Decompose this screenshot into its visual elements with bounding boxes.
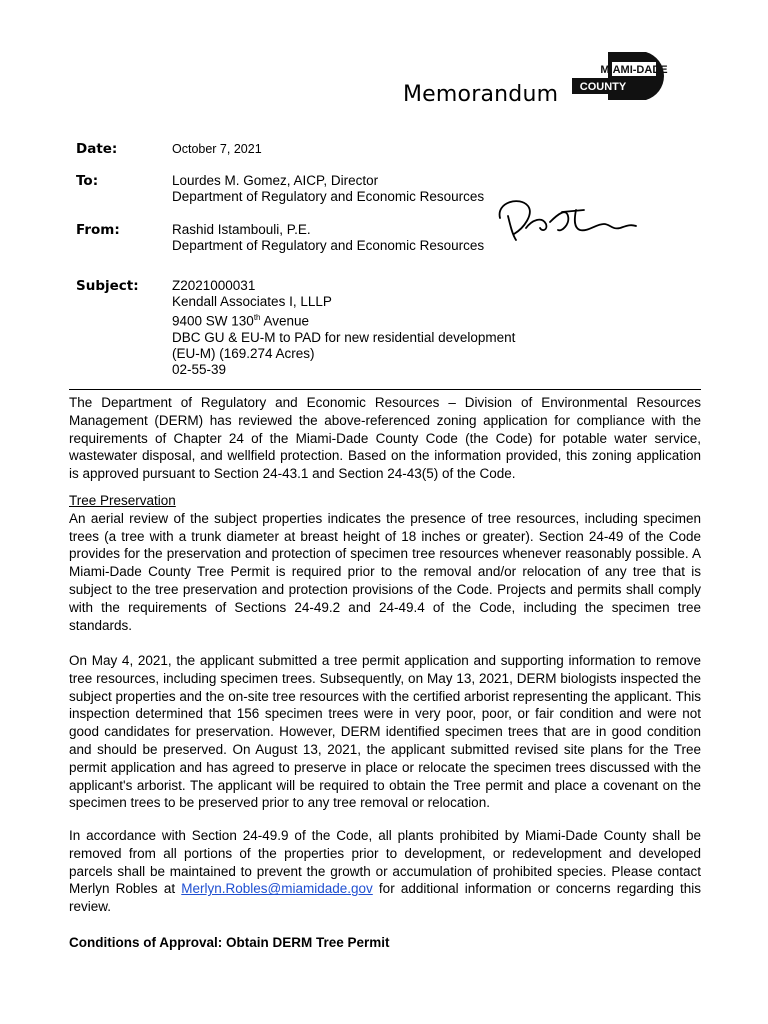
subject-label: Subject: [76,278,139,294]
conditions-of-approval: Conditions of Approval: Obtain DERM Tree Permit [69,935,390,950]
from-label: From: [76,222,120,238]
intro-text: The Department of Regulatory and Economic Resources – Division of Environmental Resources Management (DERM) has reviewed the above-referenced zoning application for compliance with the requirements of Chapter 24 of the Miami-Dade County Code (the Code) for potable water service, wastewater disposal, and wellfield protection. Based on the information provided, this zoning application is approved pursuant to Section 24-43.1 and Section 24-43(5) of the Code. [69,395,701,482]
to-label: To: [76,173,99,189]
tree-permit-paragraph [69,652,701,812]
from-line-name: Rashid Istambouli, P.E. [172,222,311,237]
prohibited-species-text [69,827,701,916]
subject-address-suffix: th [253,313,261,322]
to-line-name: Lourdes M. Gomez, AICP, Director [172,173,379,188]
tree-preservation-text: An aerial review of the subject properties indicates the presence of tree resources, including specimen trees (a tree with a trunk diameter at breast height of 18 inches or greater). Section 24-49 of the Code provides for the preservation and protection of specimen tree resources whenever reasonably possible. A Miami-Dade County Tree Permit is required prior to the removal and/or relocation of any tree that is subject to the tree preservation and protection provisions of the Code. Projects and permits shall comply with the requirements of Sections 24-49.2 and 24-49.4 of the Code, including the specimen tree standards. [69,510,701,633]
subject-file-number: Z2021000031 [172,278,256,293]
subject-request: DBC GU & EU-M to PAD for new residential development [172,329,516,345]
logo-text-county: COUNTY [579,81,627,93]
intro-paragraph [69,394,701,483]
prohibited-species-paragraph [69,827,701,916]
from-line-department: Department of Regulatory and Economic Resources [172,238,485,253]
subject-applicant: Kendall Associates I, LLLP [172,294,332,309]
tree-preservation-heading: Tree Preservation [69,493,176,508]
logo-text-miami-dade: MIAMI-DADE [600,64,668,76]
subject-address [172,310,515,330]
prohibited-text-start: In accordance with Section 24-49.9 of the Code, all plants prohibited by Miami-Dade County shall be removed from all portions of the properties prior to development, or redevelopment and developed parcels shall be maintained to prevent the growth or accumulation of prohibited species. Please contact Merlyn Robles at [69,828,701,897]
to-line-department: Department of Regulatory and Economic Resources [172,189,485,204]
tree-permit-text: On May 4, 2021, the applicant submitted a tree permit application and supporting information to remove tree resources, including specimen trees. Subsequently, on May 13, 2021, DERM biologists inspected the subject properties and the on-site tree resources with the certified arborist representing the applicant. This inspection determined that 156 specimen trees were in very poor, poor, or fair condition and were not good candidates for preservation. However, DERM identified specimen trees that are in good condition and should be preserved. On August 13, 2021, the applicant submitted revised site plans for the Tree permit application and has agreed to preserve in place or relocate the specimen trees discussed with the applicant's arborist. The applicant will be required to obtain the Tree permit and place a covenant on the specimen trees to be preserved prior to any tree removal or relocation. [69,653,701,811]
memo-title: Memorandum [403,82,559,107]
prohibited-text-end: for additional information or concerns regarding this review. [69,881,701,915]
date-value: October 7, 2021 [172,142,262,156]
subject-acreage: (EU-M) (169.274 Acres) [172,345,315,361]
subject-section: 02-55-39 [172,361,227,377]
date-label: Date: [76,141,118,157]
miami-dade-county-logo [568,50,672,102]
subject-value [172,278,515,378]
to-value [172,173,484,205]
signature-image [492,188,640,248]
tree-preservation-section [69,492,701,634]
subject-address-street: Avenue [260,313,310,329]
header-divider [69,389,701,390]
from-value [172,222,484,254]
contact-email-link[interactable]: Merlyn.Robles@miamidade.gov [181,881,373,897]
subject-address-number: 9400 SW 130 [172,313,254,329]
